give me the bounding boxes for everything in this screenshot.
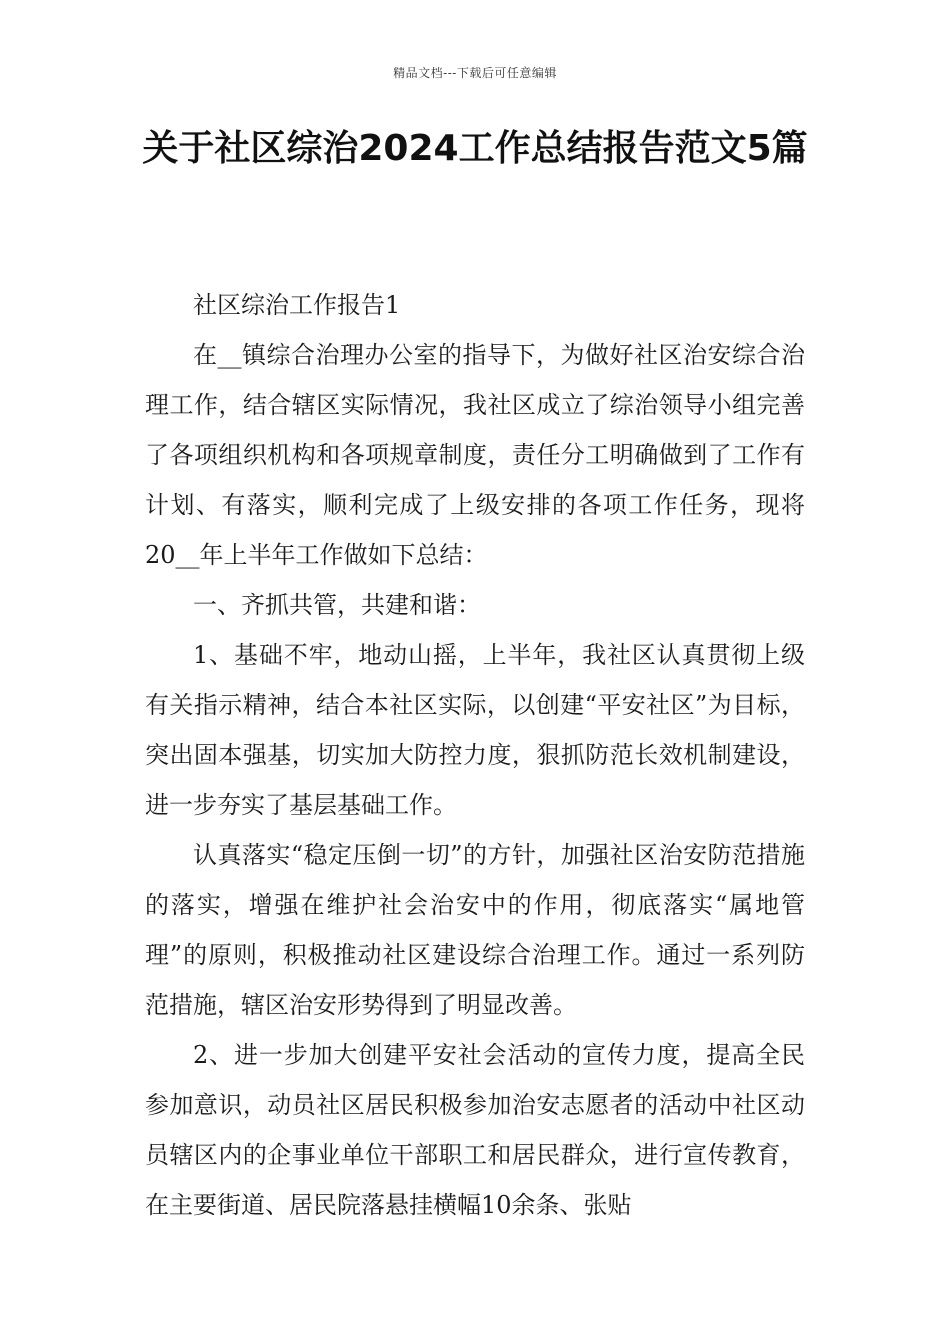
paragraph-report-heading: 社区综治工作报告1 <box>193 291 401 319</box>
document-body <box>145 280 805 1230</box>
paragraph-item-1: 1、基础不牢，地动山摇，上半年，我社区认真贯彻上级有关指示精神，结合本社区实际，以创建“平安社区”为目标，突出固本强基，切实加大防控力度，狠抓防范长效机制建设，进一步夯实了基层基础工作。 <box>145 641 805 819</box>
document-title: 关于社区综治2024工作总结报告范文5篇 <box>142 128 808 169</box>
paragraph-policy: 认真落实“稳定压倒一切”的方针，加强社区治安防范措施的落实，增强在维护社会治安中的作用，彻底落实“属地管理”的原则，积极推动社区建设综合治理工作。通过一系列防范措施，辖区治安形势得到了明显改善。 <box>145 841 805 1019</box>
paragraph-item-2: 2、进一步加大创建平安社会活动的宣传力度，提高全民参加意识，动员社区居民积极参加治安志愿者的活动中社区动员辖区内的企事业单位干部职工和居民群众，进行宣传教育，在主要街道、居民院落悬挂横幅10余条、张贴 <box>145 1041 805 1219</box>
paragraph-intro: 在__镇综合治理办公室的指导下，为做好社区治安综合治理工作，结合辖区实际情况，我社区成立了综治领导小组完善了各项组织机构和各项规章制度，责任分工明确做到了工作有计划、有落实，顺利完成了上级安排的各项工作任务，现将20__年上半年工作做如下总结： <box>145 341 805 569</box>
page-header-note: 精品文档---下载后可任意编辑 <box>393 66 557 80</box>
paragraph-section-heading: 一、齐抓共管，共建和谐： <box>193 591 481 619</box>
